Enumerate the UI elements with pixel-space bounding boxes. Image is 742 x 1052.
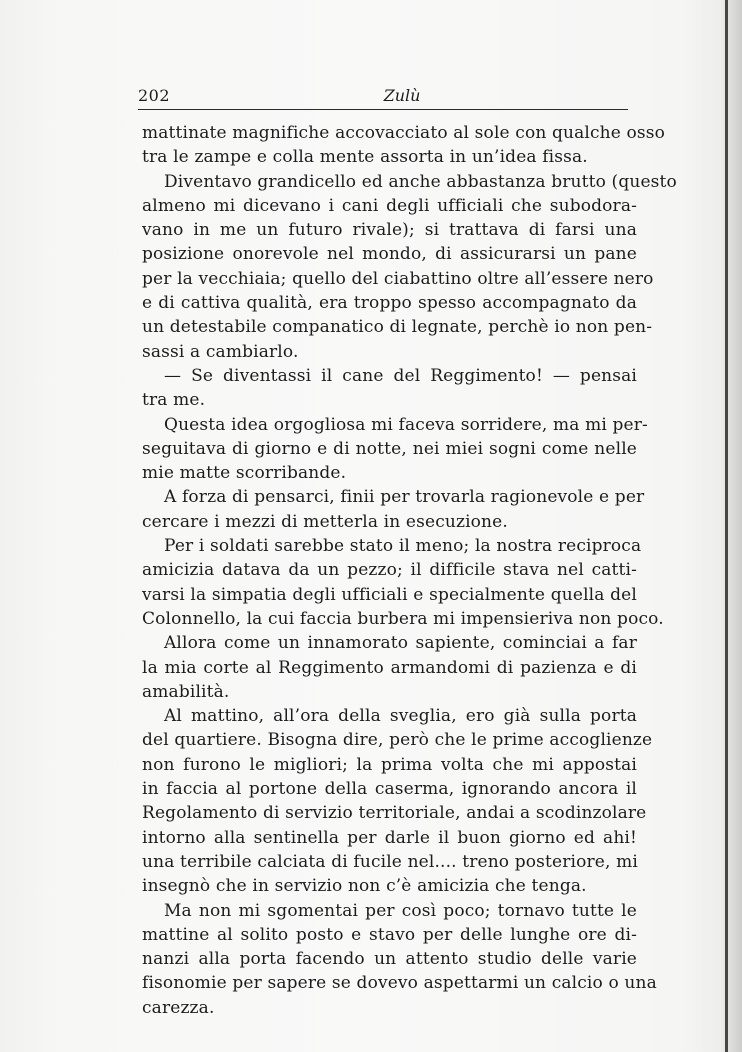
text-line: Regolamento di servizio territoriale, andai a scodinzolare bbox=[142, 803, 647, 824]
text-line: vano in me un futuro rivale); si trattava di farsi una bbox=[142, 220, 637, 241]
text-line: un detestabile companatico di legnate, perchè io non pen- bbox=[142, 317, 653, 338]
text-line: nanzi alla porta facendo un attento studio delle varie bbox=[142, 949, 637, 970]
text-line: cercare i mezzi di metterla in esecuzione. bbox=[142, 511, 508, 532]
text-line: la mia corte al Reggimento armandomi di pazienza e di bbox=[142, 657, 637, 678]
text-line: A forza di pensarci, finii per trovarla ragionevole e per bbox=[164, 487, 645, 508]
text-line: seguitava di giorno e di notte, nei miei sogni come nelle bbox=[142, 438, 637, 459]
page-header bbox=[138, 86, 626, 108]
binding-edge-line bbox=[725, 0, 728, 1052]
text-line: mattine al solito posto e stavo per delle lunghe ore di- bbox=[142, 924, 637, 945]
text-line: Diventavo grandicello ed anche abbastanza brutto (questo bbox=[164, 171, 677, 192]
text-line: e di cattiva qualità, era troppo spesso accompagnato da bbox=[142, 293, 637, 314]
text-line: del quartiere. Bisogna dire, però che le prime accoglienze bbox=[142, 730, 653, 751]
text-line: amicizia datava da un pezzo; il difficile stava nel catti- bbox=[142, 560, 637, 581]
text-line: mie matte scorribande. bbox=[142, 463, 347, 484]
text-line: sassi a cambiarlo. bbox=[142, 341, 299, 362]
text-line: una terribile calciata di fucile nel.... treno posteriore, mi bbox=[142, 851, 638, 872]
text-line: Per i soldati sarebbe stato il meno; la nostra reciproca bbox=[164, 536, 642, 557]
text-line: Allora come un innamorato sapiente, cominciai a far bbox=[164, 633, 637, 654]
text-line: fisonomie per sapere se dovevo aspettarmi un calcio o una bbox=[142, 973, 657, 994]
page-number: 202 bbox=[138, 86, 171, 105]
text-line: amabilità. bbox=[142, 681, 230, 702]
text-line: posizione onorevole nel mondo, di assicurarsi un pane bbox=[142, 244, 637, 265]
text-line: intorno alla sentinella per darle il buon giorno ed ahi! bbox=[142, 827, 637, 848]
text-line: non furono le migliori; la prima volta che mi appostai bbox=[142, 754, 637, 775]
text-line: carezza. bbox=[142, 997, 215, 1018]
text-line: per la vecchiaia; quello del ciabattino oltre all’essere nero bbox=[142, 268, 654, 289]
body-text bbox=[142, 121, 677, 1020]
text-line: tra me. bbox=[142, 390, 206, 411]
text-line: Ma non mi sgomentai per così poco; tornavo tutte le bbox=[164, 900, 637, 921]
text-line: Colonnello, la cui faccia burbera mi impensieriva non poco. bbox=[142, 608, 664, 629]
text-line: — Se diventassi il cane del Reggimento! — pensai bbox=[164, 365, 637, 386]
text-line: mattinate magnifiche accovacciato al sole con qualche osso bbox=[142, 123, 666, 143]
header-rule bbox=[138, 109, 628, 110]
text-line: insegnò che in servizio non c’è amicizia che tenga. bbox=[142, 876, 587, 897]
text-line: varsi la simpatia degli ufficiali e specialmente quella del bbox=[142, 584, 637, 605]
text-line: Al mattino, all’ora della sveglia, ero già sulla porta bbox=[164, 706, 637, 727]
text-line: Questa idea orgogliosa mi faceva sorridere, ma mi per- bbox=[164, 414, 648, 435]
text-line: almeno mi dicevano i cani degli ufficiali che subodora- bbox=[142, 195, 637, 216]
page-edge-shadow bbox=[720, 0, 742, 1052]
running-title: Zulù bbox=[383, 86, 421, 105]
text-line: in faccia al portone della caserma, ignorando ancora il bbox=[142, 779, 637, 800]
text-line: tra le zampe e colla mente assorta in un’idea fissa. bbox=[142, 147, 588, 168]
